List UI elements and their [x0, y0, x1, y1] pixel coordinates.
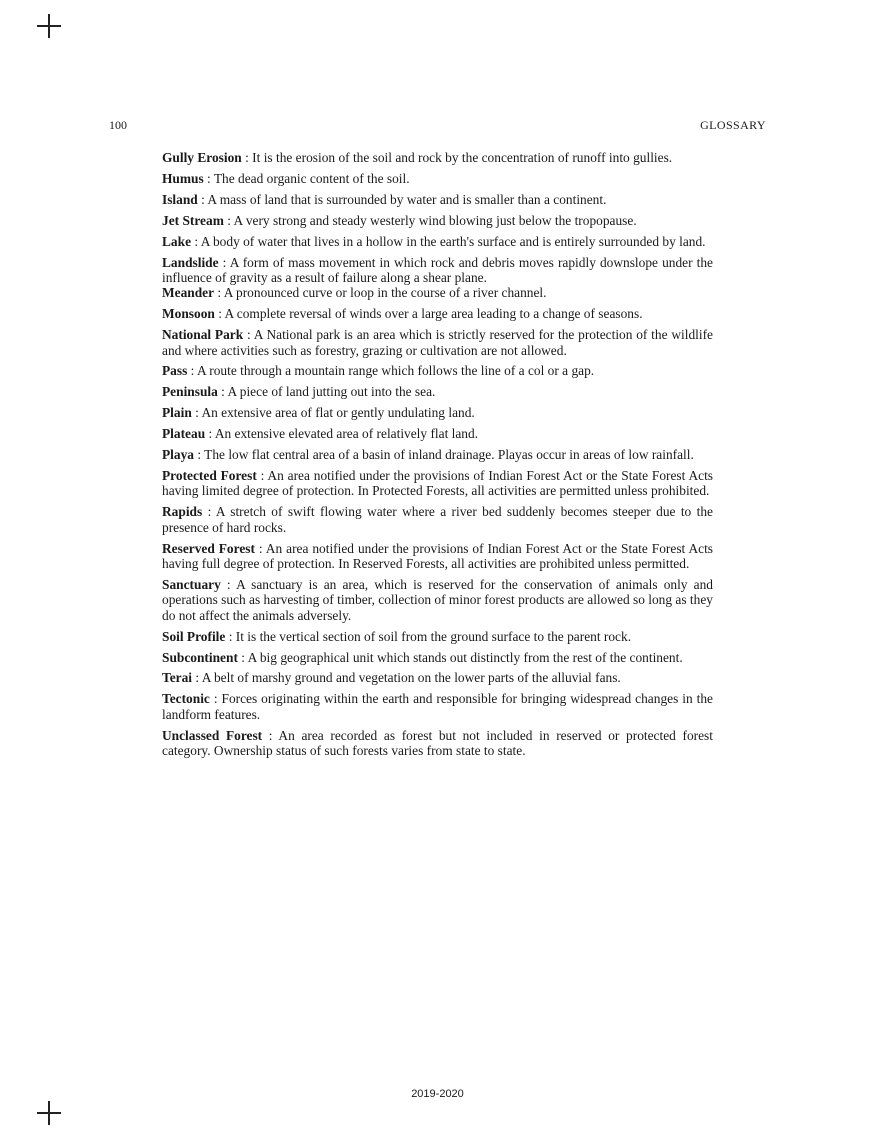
glossary-entry: [162, 541, 713, 572]
glossary-term: Subcontinent: [162, 649, 238, 665]
glossary-entry: [162, 171, 713, 186]
glossary-definition: : The low flat central area of a basin of inland drainage. Playas occur in areas of low rainfall.: [194, 447, 694, 463]
glossary-definition: : A complete reversal of winds over a large area leading to a change of seasons.: [214, 306, 643, 322]
crop-mark-bottom-left: [37, 1101, 61, 1125]
glossary-term: Soil Profile: [162, 628, 226, 644]
page-number: 100: [109, 118, 127, 132]
glossary-term: Jet Stream: [162, 212, 224, 228]
glossary-entry: [162, 234, 713, 249]
glossary-entry: [162, 255, 713, 286]
glossary-term: Gully Erosion: [162, 150, 242, 165]
glossary-definition: : An area notified under the provisions of Indian Forest Act or the State Forest Acts having limited degree of protection. In Protected Forests, all activities are permitted unless prohibited.: [162, 468, 714, 499]
glossary-definition: : A body of water that lives in a hollow in the earth's surface and is entirely surrounded by land.: [191, 233, 706, 249]
glossary-entry: [162, 650, 713, 665]
crop-mark-top-left: [37, 14, 61, 38]
glossary-term: Playa: [162, 447, 194, 463]
glossary-term: Reserved Forest: [162, 540, 255, 556]
glossary-term: Island: [162, 191, 198, 207]
glossary-definition: : A mass of land that is surrounded by water and is smaller than a continent.: [197, 191, 607, 207]
glossary-definition: : An extensive elevated area of relatively flat land.: [205, 426, 479, 442]
glossary-definition: : An extensive area of flat or gently undulating land.: [191, 405, 475, 421]
glossary-entry: [162, 670, 713, 685]
glossary-entry: [162, 468, 713, 499]
glossary-entry: [162, 577, 713, 623]
glossary-definition: : A big geographical unit which stands out distinctly from the rest of the continent.: [237, 649, 683, 665]
glossary-term: Tectonic: [162, 691, 210, 707]
glossary-term: Meander: [162, 285, 215, 301]
glossary-term: Sanctuary: [162, 576, 221, 592]
glossary-entry: [162, 405, 713, 420]
glossary-term: Protected Forest: [162, 468, 257, 483]
glossary-entry: [162, 150, 713, 165]
glossary-term: Plateau: [162, 426, 206, 442]
glossary-term: Plain: [162, 405, 192, 421]
glossary-definition: : Forces originating within the earth and responsible for bringing widespread changes in the landform features.: [162, 691, 713, 722]
glossary-entry: [162, 306, 713, 321]
glossary-entry: [162, 363, 713, 378]
glossary-definition: : A National park is an area which is strictly reserved for the protection of the wildlife and where activities such as forestry, grazing or cultivation are not allowed.: [162, 327, 713, 358]
glossary-definition: : An area recorded as forest but not included in reserved or protected forest category. Ownership status of such forests varies from state to state.: [162, 727, 713, 759]
running-title: GLOSSARY: [700, 118, 766, 132]
glossary-term: Monsoon: [162, 306, 215, 322]
glossary-entry: [162, 728, 713, 759]
footer-year: 2019-2020: [411, 1088, 464, 1100]
glossary-entry: [162, 213, 713, 228]
glossary-definition: : It is the vertical section of soil from the ground surface to the parent rock.: [225, 628, 632, 644]
glossary-definition: : A sanctuary is an area, which is reserved for the conservation of animals only and operations such as harvesting of timber, collection of minor forest products are allowed so long as they do not affect the animals adversely.: [162, 576, 713, 623]
glossary-definition: : A piece of land jutting out into the sea.: [217, 384, 436, 400]
glossary-entry: [162, 384, 713, 399]
glossary-definition: : An area notified under the provisions of Indian Forest Act or the State Forest Acts having full degree of protection. In Reserved Forests, all activities are prohibited unless permitted.: [162, 540, 713, 572]
glossary-entry: [162, 691, 713, 722]
glossary-term: Rapids: [162, 504, 203, 520]
glossary-term: Terai: [162, 670, 193, 686]
glossary-definition: : A route through a mountain range which follows the line of a col or a gap.: [187, 363, 595, 379]
glossary-term: Humus: [162, 170, 204, 186]
glossary-term: Landslide: [162, 254, 219, 270]
glossary-definition: : A form of mass movement in which rock and debris moves rapidly downslope under the influence of gravity as a result of failure along a shear plane.: [162, 254, 713, 285]
glossary-term: Unclassed Forest: [162, 727, 263, 743]
glossary-definition: : A pronounced curve or loop in the course of a river channel.: [214, 285, 547, 301]
glossary-entry: [162, 447, 713, 462]
glossary-entry: [162, 426, 713, 441]
glossary-definition: : It is the erosion of the soil and rock by the concentration of runoff into gullies.: [241, 150, 673, 165]
glossary-term: Pass: [162, 363, 188, 379]
glossary-term: Lake: [162, 233, 192, 249]
glossary-entry: [162, 285, 713, 300]
glossary-definition: : A very strong and steady westerly wind blowing just below the tropopause.: [223, 212, 637, 228]
glossary-entry: [162, 192, 713, 207]
glossary-entry: [162, 629, 713, 644]
glossary-definition: : A belt of marshy ground and vegetation on the lower parts of the alluvial fans.: [192, 670, 621, 686]
glossary-entry: [162, 504, 713, 535]
glossary-entry: [162, 327, 713, 358]
glossary-definition: : The dead organic content of the soil.: [203, 170, 410, 186]
glossary-definition: : A stretch of swift flowing water where a river bed suddenly becomes steeper due to the presence of hard rocks.: [162, 504, 713, 535]
glossary-list: [162, 150, 713, 764]
glossary-term: Peninsula: [162, 384, 218, 400]
glossary-term: National Park: [162, 327, 244, 343]
